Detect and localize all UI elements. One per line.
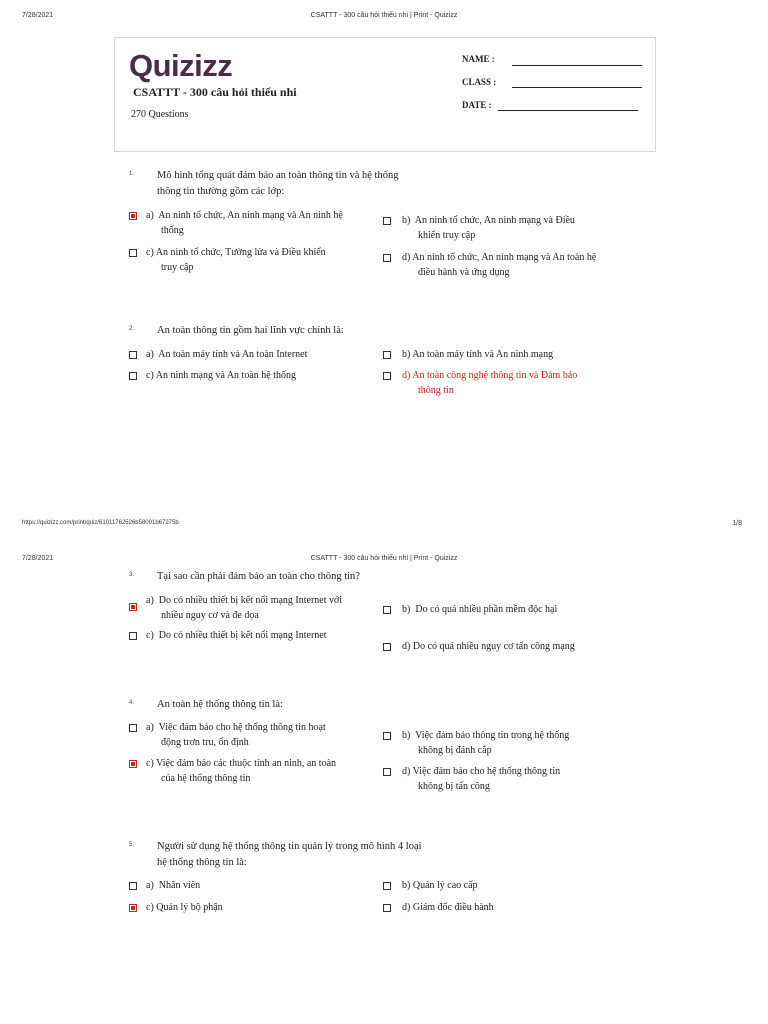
question-text: An toàn thông tin gồm hai lĩnh vực chính là:: [157, 325, 344, 336]
print-date: 7/28/2021: [22, 12, 54, 19]
checkbox[interactable]: [383, 217, 391, 225]
date-field[interactable]: [498, 110, 638, 111]
checkbox[interactable]: [129, 372, 137, 380]
question-text: Mô hình tổng quát đảm bảo an toàn thông tin và hệ thống thông tin thường gồm các lớp:: [157, 170, 399, 197]
checkbox[interactable]: [383, 606, 391, 614]
checkbox-checked[interactable]: [129, 760, 137, 768]
name-label: NAME :: [462, 54, 495, 64]
class-label: CLASS :: [462, 77, 497, 87]
checkbox[interactable]: [129, 882, 137, 890]
question-count: 270 Questions: [131, 109, 189, 120]
checkbox[interactable]: [129, 632, 137, 640]
checkbox[interactable]: [383, 732, 391, 740]
question-number: 4.: [129, 700, 135, 706]
question-number: 3.: [129, 572, 135, 578]
name-field[interactable]: [512, 65, 642, 66]
checkbox[interactable]: [129, 351, 137, 359]
question-text: An toàn hệ thống thông tin là:: [157, 699, 283, 710]
quiz-title: CSATTT - 300 câu hỏi thiếu nhi: [133, 85, 297, 99]
checkbox-checked[interactable]: [129, 904, 137, 912]
checkbox[interactable]: [383, 351, 391, 359]
checkbox[interactable]: [383, 904, 391, 912]
checkbox-checked[interactable]: [129, 212, 137, 220]
checkbox[interactable]: [383, 643, 391, 651]
checkbox[interactable]: [383, 768, 391, 776]
date-label: DATE :: [462, 100, 492, 110]
checkbox[interactable]: [129, 724, 137, 732]
worksheet-header: [114, 37, 656, 152]
print-title: CSATTT - 300 câu hỏi thiếu nhi | Print - Quizizz: [310, 12, 458, 19]
checkbox-checked[interactable]: [129, 603, 137, 611]
checkbox[interactable]: [383, 254, 391, 262]
checkbox[interactable]: [383, 372, 391, 380]
print-title: CSATTT - 300 câu hỏi thiếu nhi | Print - Quizizz: [310, 555, 458, 562]
question-number: 2.: [129, 326, 135, 332]
checkbox[interactable]: [129, 249, 137, 257]
question-number: 1.: [129, 171, 135, 177]
print-url: https://quizizz.com/print/quiz/61011762526b58001b67275b: [22, 520, 179, 526]
checkbox[interactable]: [383, 882, 391, 890]
page-number: 1/8: [732, 520, 742, 527]
class-field[interactable]: [512, 87, 642, 88]
print-date: 7/28/2021: [22, 555, 54, 562]
quizizz-logo: Quizizz: [129, 48, 233, 83]
question-number: 5.: [129, 842, 135, 848]
question-text: Tại sao cần phải đảm bảo an toàn cho thông tin?: [157, 571, 360, 582]
question-text: Người sử dụng hệ thống thông tin quản lý trong mô hình 4 loại hệ thống thông tin là:: [157, 841, 422, 868]
